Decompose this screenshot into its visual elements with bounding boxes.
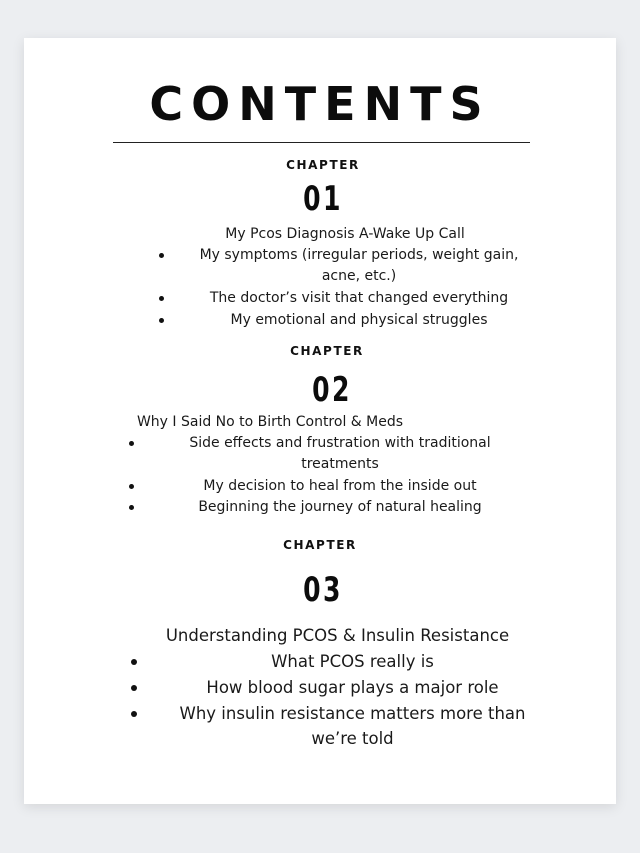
chapter-3-item-2: How blood sugar plays a major role [206,678,499,697]
chapter-1-label: CHAPTER [286,158,360,172]
chapter-1-number: 01 [303,179,343,219]
chapter-1-item-2: The doctor’s visit that changed everything [209,290,509,306]
chapter-2-item-3: Beginning the journey of natural healing [198,499,482,515]
chapter-3-item-3-line-2: we’re told [311,729,394,748]
bullet-icon [131,711,137,717]
chapter-2-item-1-line-1: Side effects and frustration with traditional [189,435,491,451]
chapter-1-item-3: My emotional and physical struggles [230,312,488,328]
bullet-icon [131,685,137,691]
chapter-2-heading: Why I Said No to Birth Control & Meds [136,414,404,430]
chapter-2-number: 02 [312,370,352,410]
chapter-1-item-1-line-2: acne, etc.) [321,268,397,284]
chapter-2-label: CHAPTER [290,344,364,358]
chapter-3-number: 03 [303,570,343,610]
chapter-1-heading: My Pcos Diagnosis A-Wake Up Call [225,226,465,242]
chapter-3-heading: Understanding PCOS & Insulin Resistance [165,626,510,645]
chapter-2-item-1-line-2: treatments [301,456,379,472]
chapter-3-item-1: What PCOS really is [271,652,434,671]
title-divider [113,142,530,143]
chapter-1-item-1-line-1: My symptoms (irregular periods, weight gain, [199,247,519,263]
bullet-icon [131,659,137,665]
chapter-2-item-2: My decision to heal from the inside out [203,478,477,494]
chapter-3-label: CHAPTER [283,538,357,552]
chapter-3-item-3-line-1: Why insulin resistance matters more than [179,704,526,723]
page-title: CONTENTS [149,77,491,131]
